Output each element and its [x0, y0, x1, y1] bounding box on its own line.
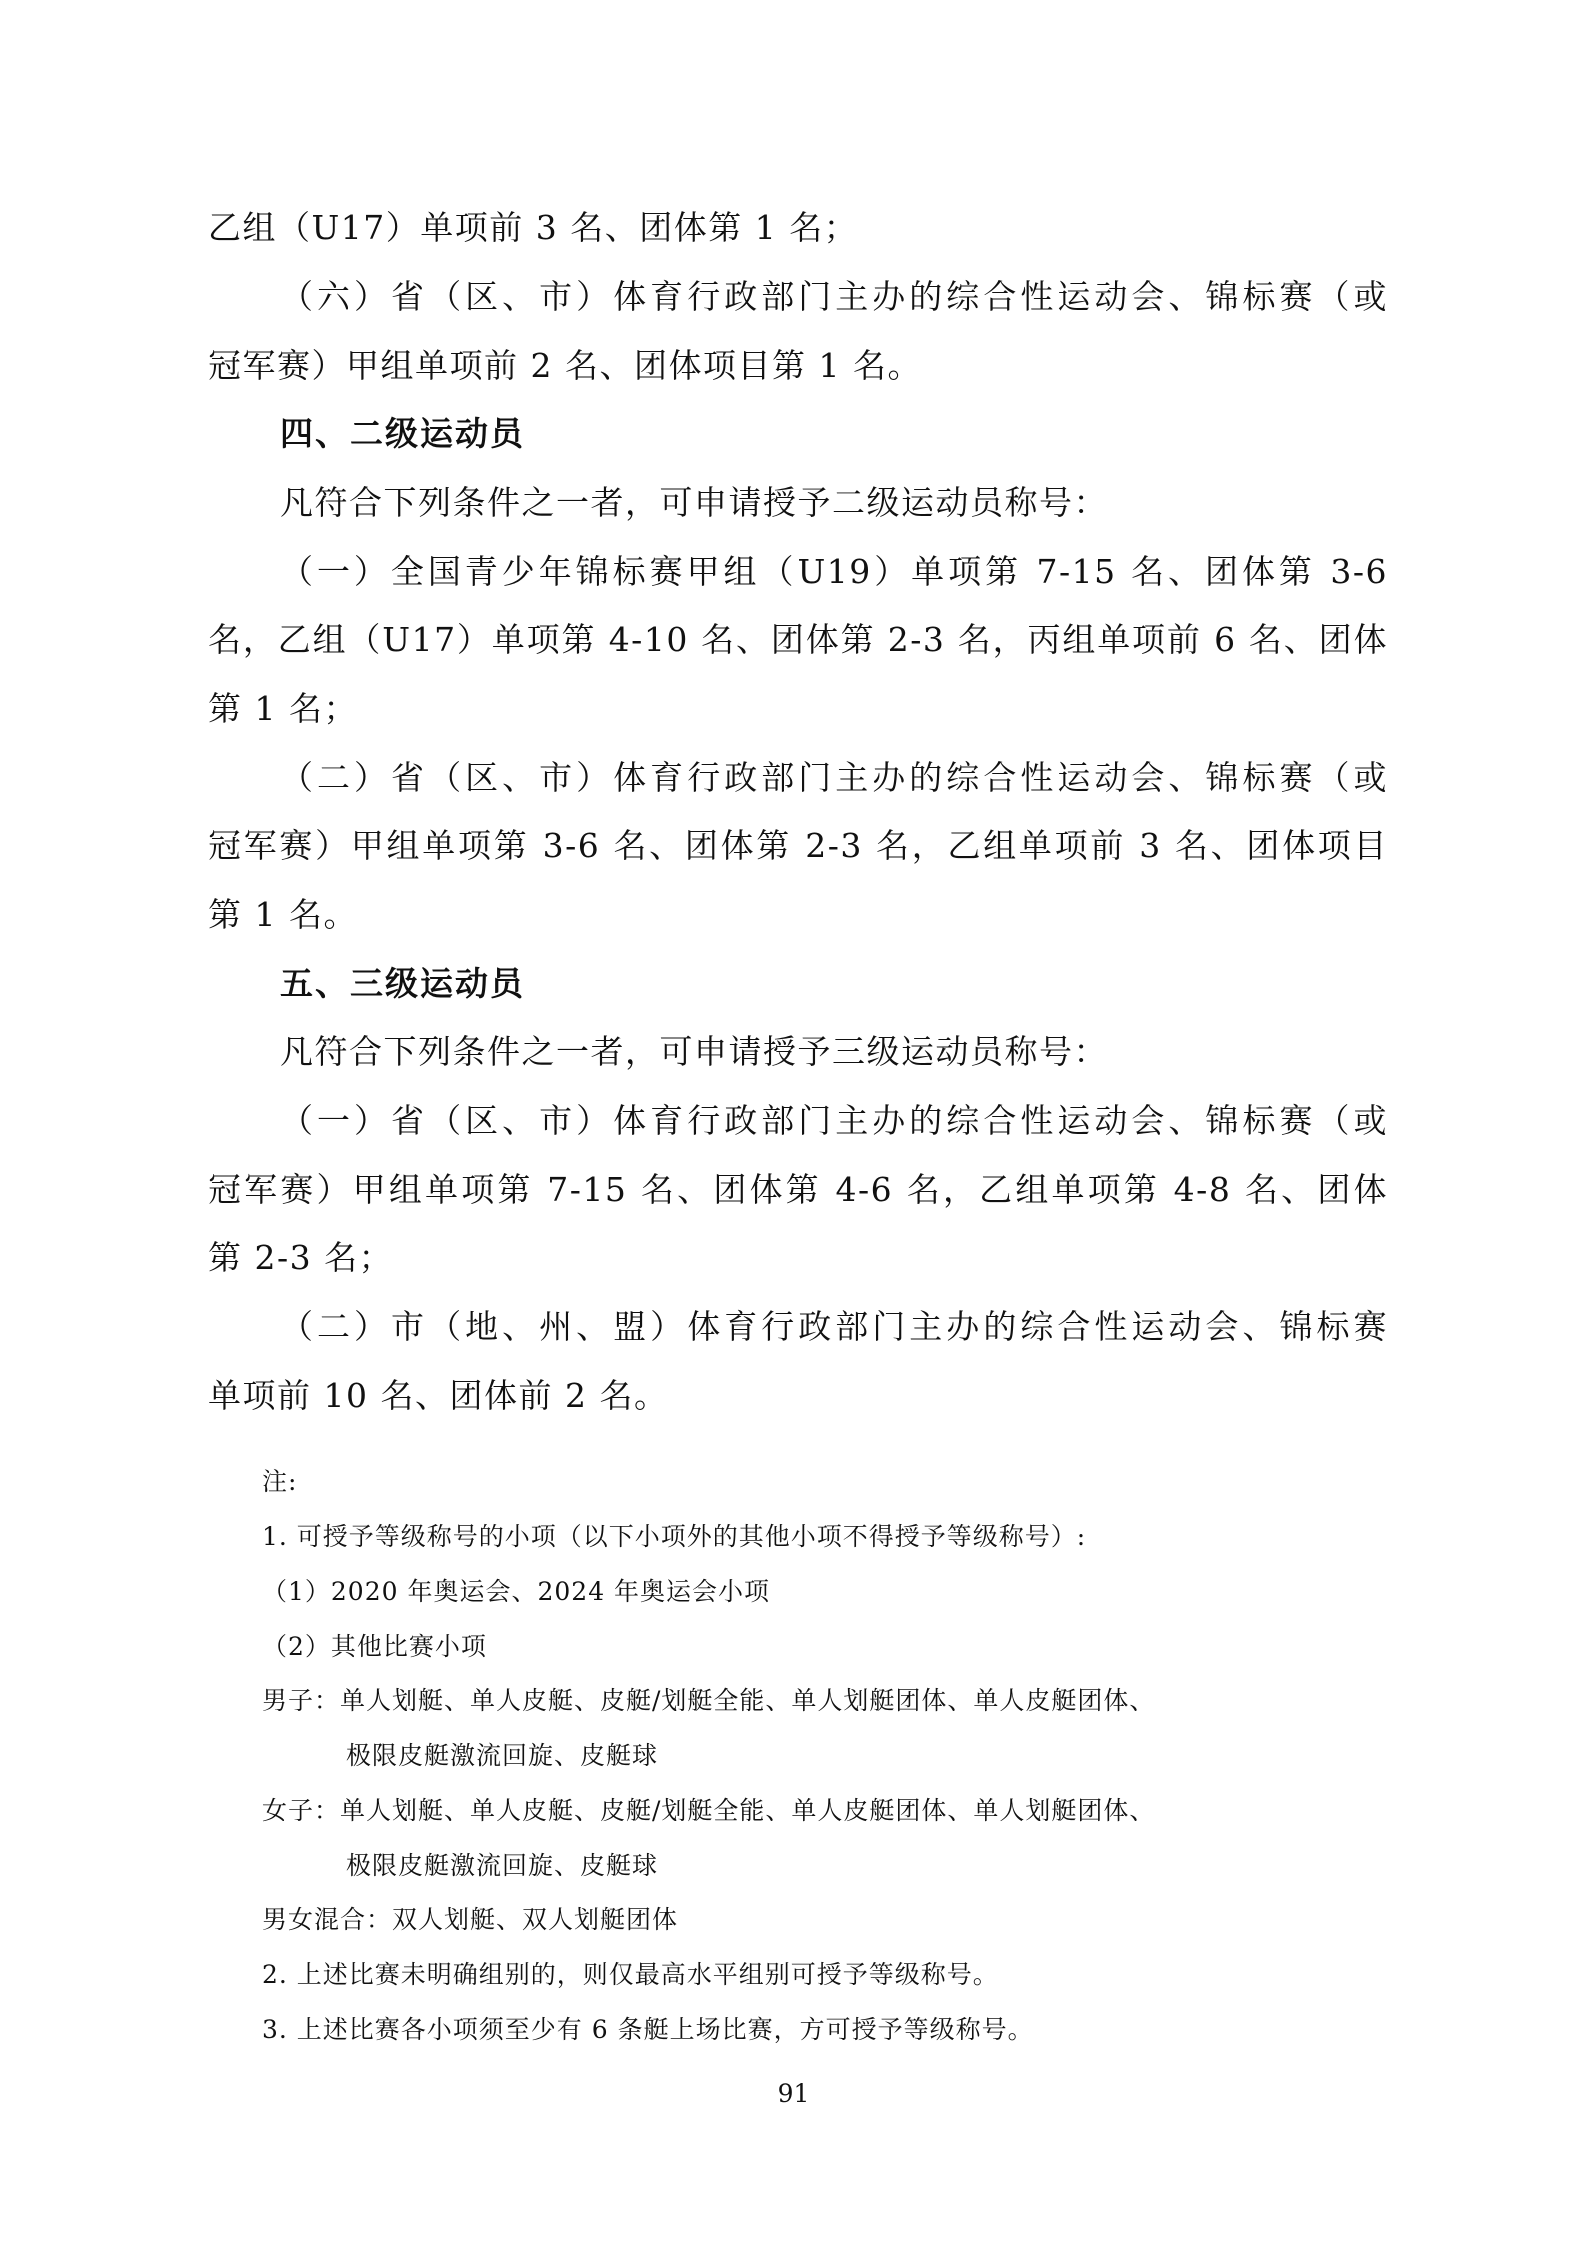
note-line: 极限皮艇激流回旋、皮艇球	[346, 1851, 659, 1880]
body-line: 单项前 10 名、团体前 2 名。	[208, 1376, 669, 1415]
note-line: 男子：单人划艇、单人皮艇、皮艇/划艇全能、单人划艇团体、单人皮艇团体、	[262, 1686, 1156, 1715]
note-line: （1）2020 年奥运会、2024 年奥运会小项	[262, 1577, 771, 1606]
body-line: （一）省（区、市）体育行政部门主办的综合性运动会、锦标赛（或	[280, 1101, 1388, 1140]
note-line: （2）其他比赛小项	[262, 1632, 487, 1661]
body-line: 凡符合下列条件之一者，可申请授予二级运动员称号：	[280, 483, 1108, 522]
body-line: 第 1 名。	[208, 895, 358, 934]
body-line: （一）全国青少年锦标赛甲组（U19）单项第 7-15 名、团体第 3-6	[280, 552, 1388, 591]
body-line: （六）省（区、市）体育行政部门主办的综合性运动会、锦标赛（或	[280, 277, 1388, 316]
note-line: 1. 可授予等级称号的小项（以下小项外的其他小项不得授予等级称号）:	[262, 1522, 1087, 1551]
body-line: 第 2-3 名；	[208, 1238, 394, 1277]
note-line: 男女混合：双人划艇、双人划艇团体	[262, 1905, 679, 1934]
section-heading-level-3: 五、三级运动员	[280, 964, 525, 1003]
body-line: （二）省（区、市）体育行政部门主办的综合性运动会、锦标赛（或	[280, 758, 1388, 797]
body-line: 冠军赛）甲组单项第 3-6 名、团体第 2-3 名，乙组单项前 3 名、团体项目	[208, 826, 1388, 865]
note-line: 3. 上述比赛各小项须至少有 6 条艇上场比赛，方可授予等级称号。	[262, 2015, 1034, 2044]
note-line: 女子：单人划艇、单人皮艇、皮艇/划艇全能、单人皮艇团体、单人划艇团体、	[262, 1796, 1156, 1825]
note-line: 极限皮艇激流回旋、皮艇球	[346, 1741, 659, 1770]
body-line: 凡符合下列条件之一者，可申请授予三级运动员称号：	[280, 1032, 1108, 1071]
note-line: 2. 上述比赛未明确组别的，则仅最高水平组别可授予等级称号。	[262, 1960, 999, 1989]
section-heading-level-2: 四、二级运动员	[280, 414, 525, 453]
body-line: （二）市（地、州、盟）体育行政部门主办的综合性运动会、锦标赛	[280, 1307, 1388, 1346]
body-line: 第 1 名；	[208, 689, 358, 728]
body-line: 冠军赛）甲组单项第 7-15 名、团体第 4-6 名，乙组单项第 4-8 名、团体	[208, 1170, 1388, 1209]
body-line: 乙组（U17）单项前 3 名、团体第 1 名；	[208, 208, 859, 247]
body-line: 名，乙组（U17）单项第 4-10 名、团体第 2-3 名，丙组单项前 6 名、团体	[208, 620, 1388, 659]
notes-title: 注:	[262, 1467, 298, 1496]
page-number: 91	[777, 2079, 810, 2108]
body-line: 冠军赛）甲组单项前 2 名、团体项目第 1 名。	[208, 346, 922, 385]
